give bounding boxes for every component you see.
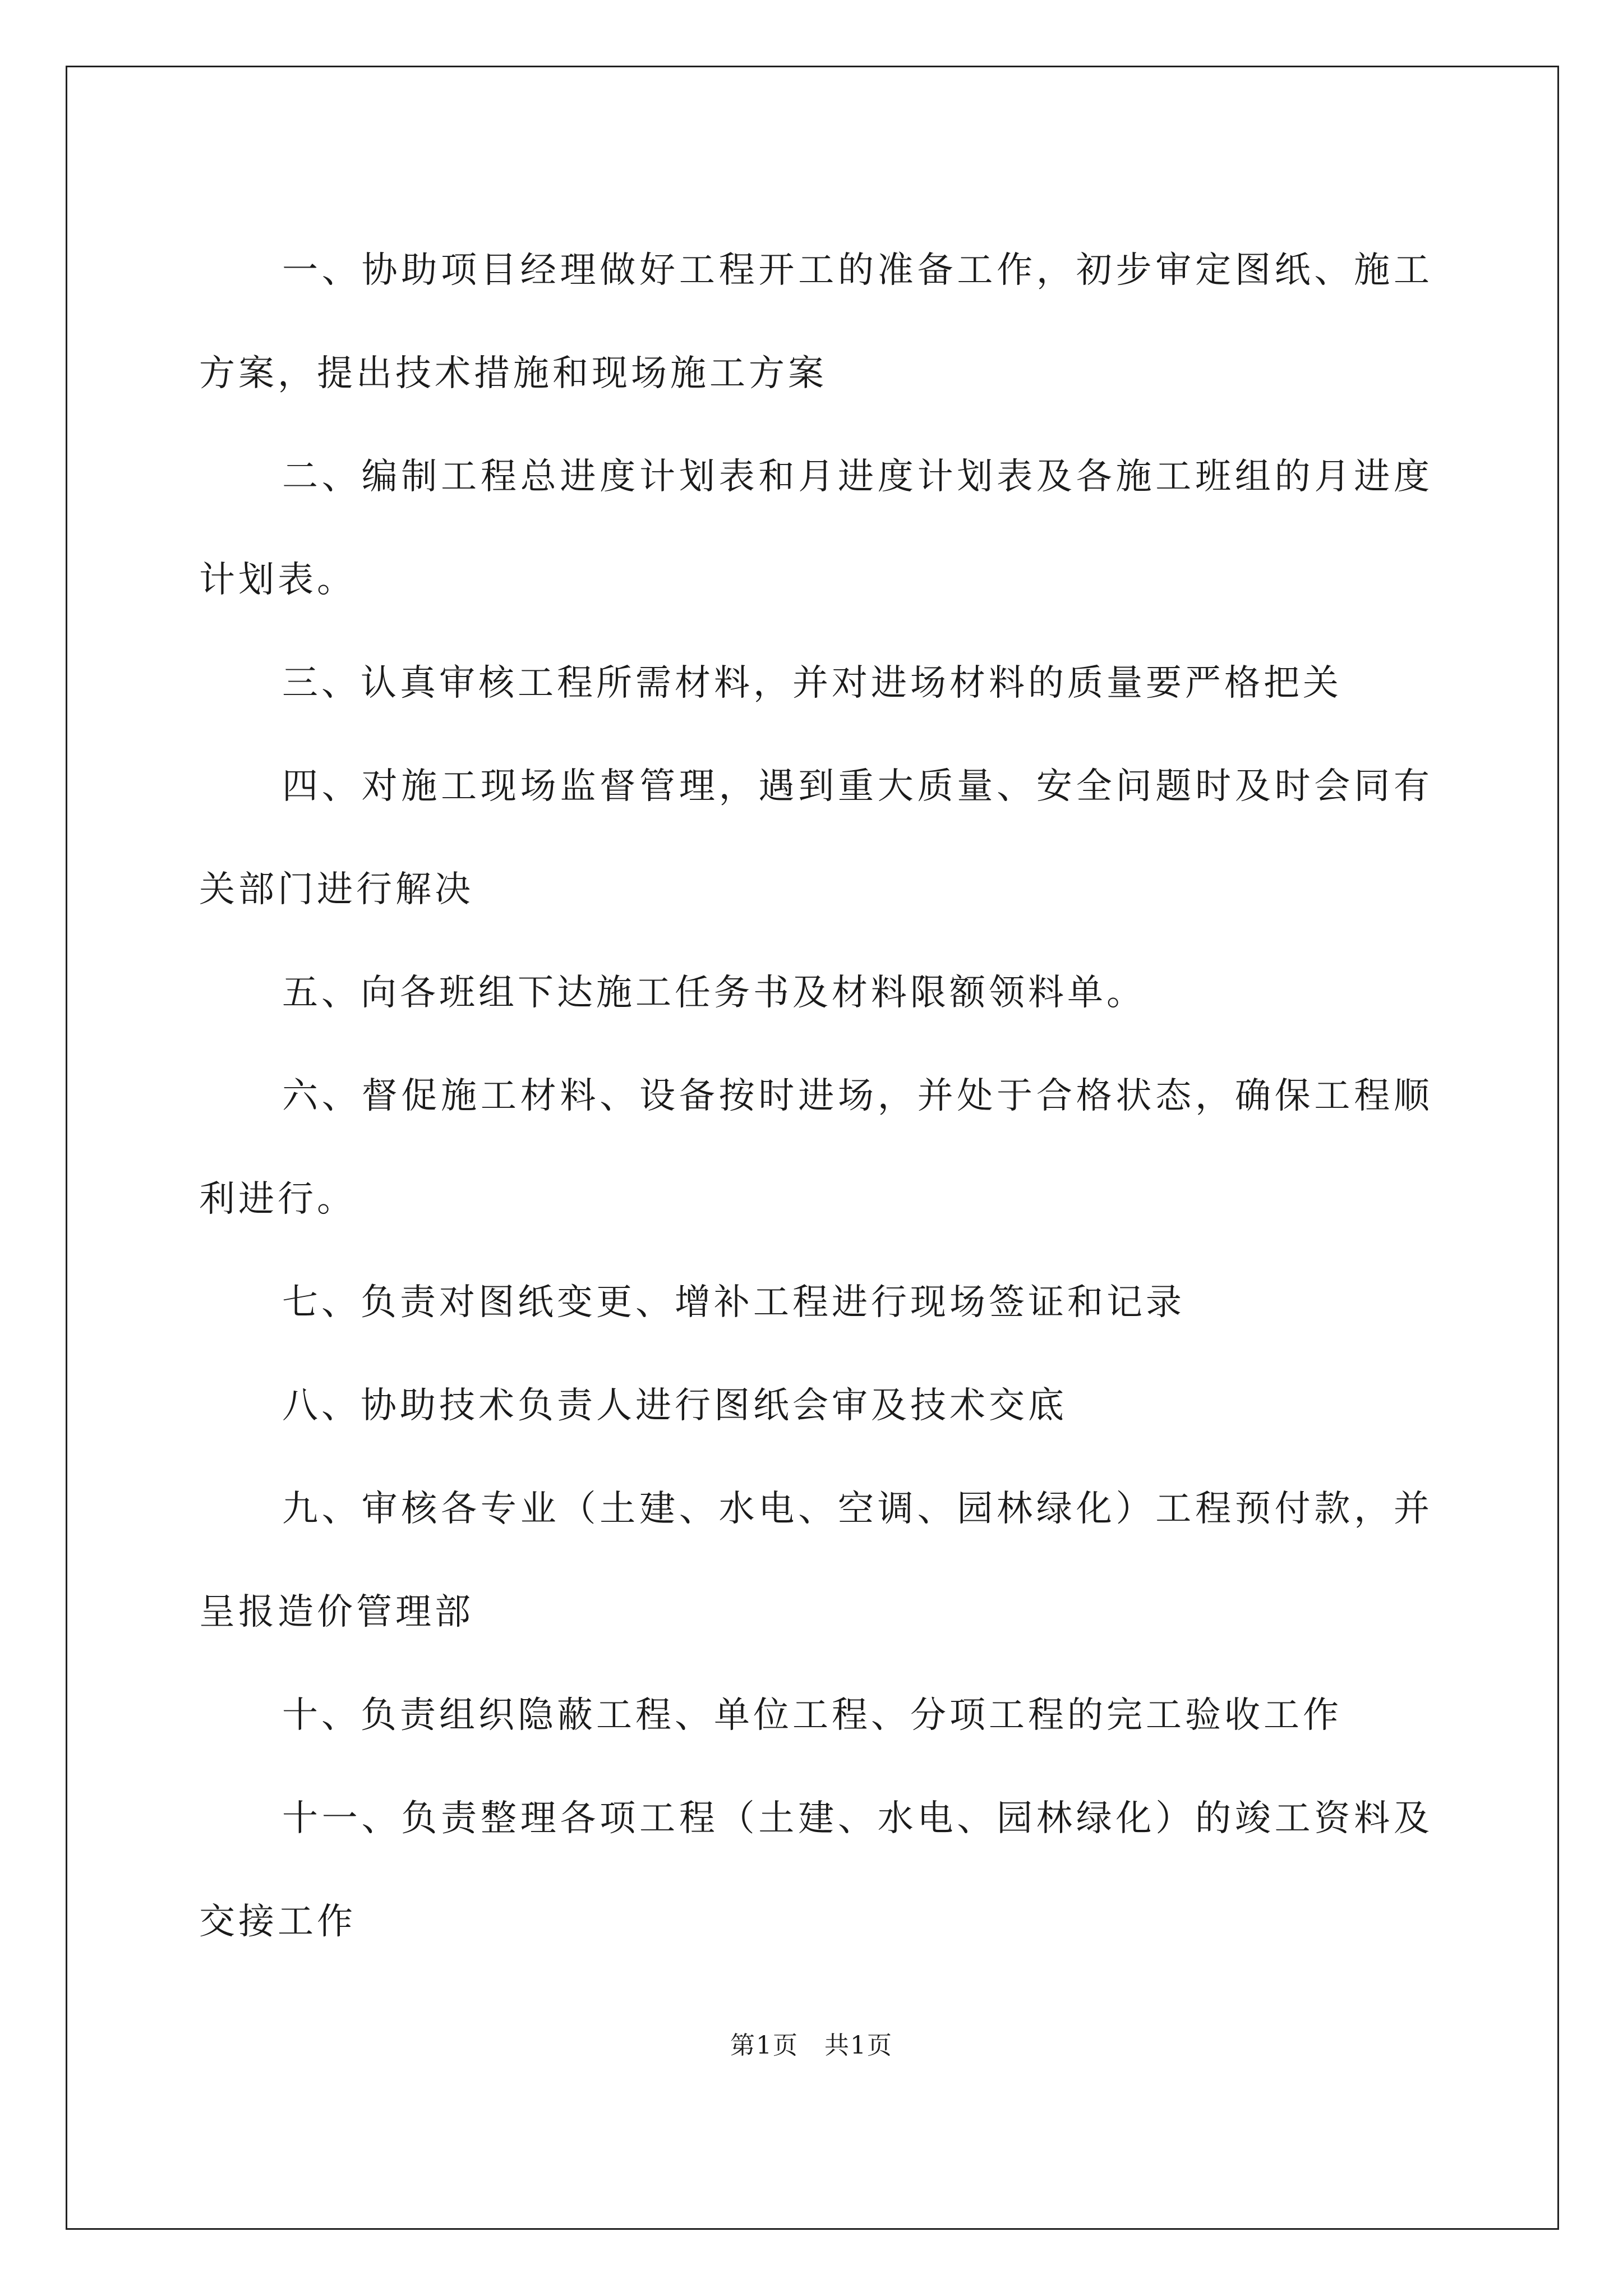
paragraph-3: 三、认真审核工程所需材料，并对进场材料的质量要严格把关 [282,662,1342,704]
page-footer: 第1页 共1页 [730,2031,893,2060]
paragraph-5: 五、向各班组下达施工任务书及材料限额领料单。 [282,972,1146,1014]
document-body [199,219,1433,1973]
paragraph-9: 九、审核各专业（土建、水电、空调、园林绿化）工程预付款，并呈报造价管理部 [199,1488,1433,1633]
paragraph-11: 十一、负责整理各项工程（土建、水电、园林绿化）的竣工资料及交接工作 [199,1798,1433,1943]
paragraph-7: 七、负责对图纸变更、增补工程进行现场签证和记录 [282,1282,1185,1323]
paragraph-10: 十、负责组织隐蔽工程、单位工程、分项工程的完工验收工作 [282,1695,1342,1736]
paragraph-1: 一、协助项目经理做好工程开工的准备工作，初步审定图纸、施工方案，提出技术措施和现场施工方案 [199,250,1433,394]
paragraph-2: 二、编制工程总进度计划表和月进度计划表及各施工班组的月进度计划表。 [199,456,1433,601]
paragraph-8: 八、协助技术负责人进行图纸会审及技术交底 [282,1385,1067,1427]
paragraph-6: 六、督促施工材料、设备按时进场，并处于合格状态，确保工程顺利进行。 [199,1075,1433,1220]
paragraph-4: 四、对施工现场监督管理，遇到重大质量、安全问题时及时会同有关部门进行解决 [199,766,1433,910]
